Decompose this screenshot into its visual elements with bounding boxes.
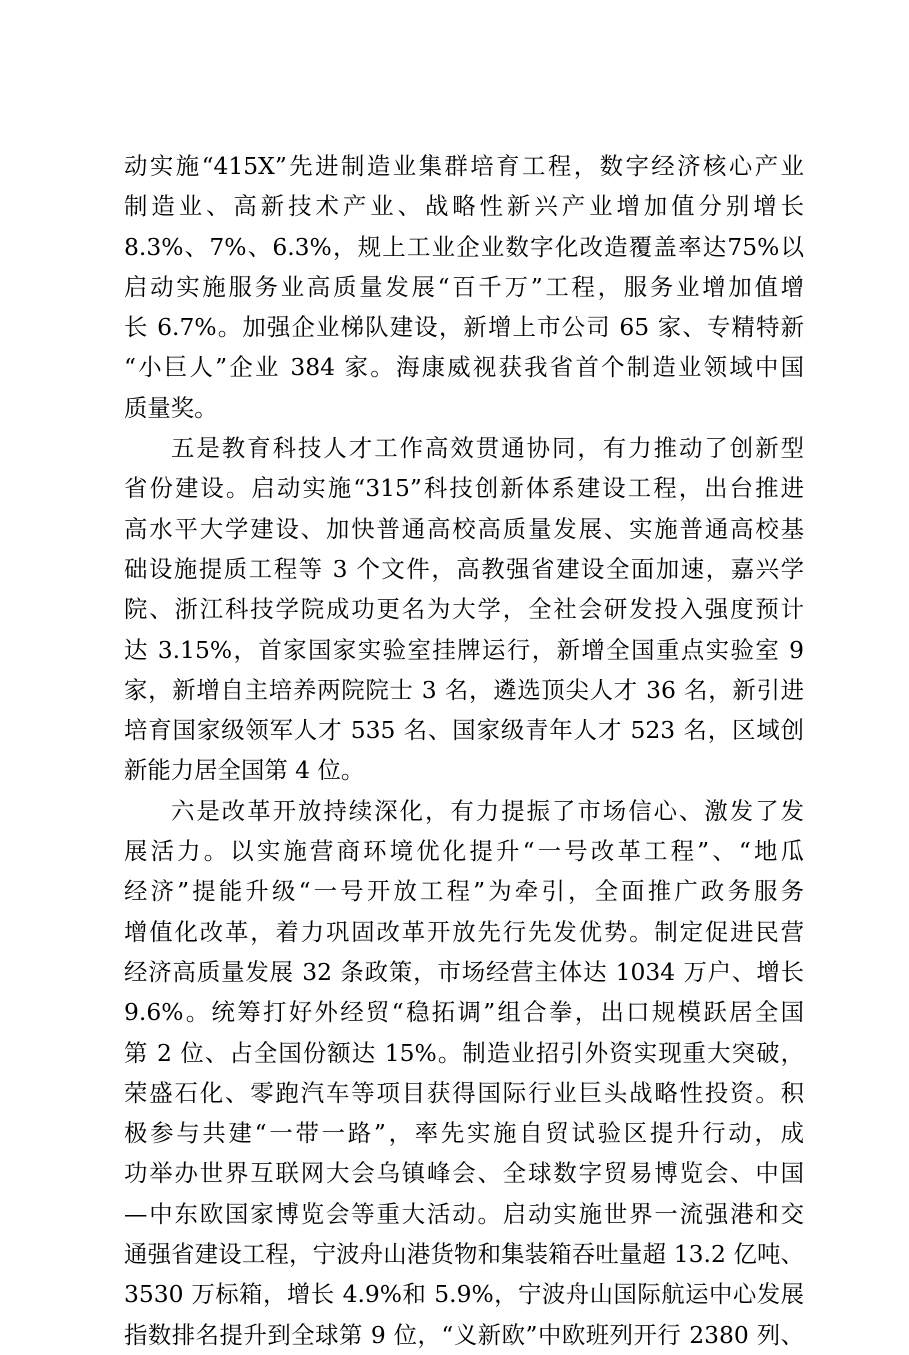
text-line: 新能力居全国第 4 位。 — [124, 756, 365, 785]
text-line: 功举办世界互联网大会乌镇峰会、全球数字贸易博览会、中国 — [124, 1159, 804, 1188]
text-line: 经济高质量发展 32 条政策，市场经营主体达 1034 万户、增长 — [124, 957, 804, 986]
text-line: 培育国家级领军人才 535 名、国家级青年人才 523 名，区域创 — [124, 716, 804, 745]
text-line: 家，新增自主培养两院院士 3 名，遴选顶尖人才 36 名，新引进 — [124, 675, 804, 704]
text-line: 增值化改革，着力巩固改革开放先行先发优势。制定促进民营 — [124, 917, 804, 946]
text-line: 展活力。以实施营商环境优化提升“一号改革工程”、“地瓜 — [124, 837, 804, 866]
paragraph-first-line: 五是教育科技人才工作高效贯通协同，有力推动了创新型 — [171, 434, 804, 463]
text-line: 高水平大学建设、加快普通高校高质量发展、实施普通高校基 — [124, 514, 804, 543]
text-line: 通强省建设工程，宁波舟山港货物和集装箱吞吐量超 13.2 亿吨、 — [124, 1240, 804, 1269]
text-line: 第 2 位、占全国份额达 15%。制造业招引外资实现重大突破， — [124, 1038, 804, 1067]
text-line: 9.6%。统筹打好外经贸“稳拓调”组合拳，出口规模跃居全国 — [124, 998, 804, 1027]
text-line: 极参与共建“一带一路”，率先实施自贸试验区提升行动，成 — [124, 1119, 804, 1148]
text-line: 指数排名提升到全球第 9 位，“义新欧”中欧班列开行 2380 列、 — [124, 1320, 804, 1349]
text-line: “小巨人”企业 384 家。海康威视获我省首个制造业领域中国 — [124, 353, 804, 382]
body-text — [124, 146, 804, 1355]
text-line: 达 3.15%，首家国家实验室挂牌运行，新增全国重点实验室 9 — [124, 635, 804, 664]
text-line: 8.3%、7%、6.3%，规上工业企业数字化改造覆盖率达75%以 — [124, 232, 804, 261]
text-line: —中东欧国家博览会等重大活动。启动实施世界一流强港和交 — [124, 1199, 804, 1228]
text-line: 础设施提质工程等 3 个文件，高教强省建设全面加速，嘉兴学 — [124, 554, 804, 583]
text-line: 省份建设。启动实施“315”科技创新体系建设工程，出台推进 — [124, 474, 804, 503]
text-line: 制造业、高新技术产业、战略性新兴产业增加值分别增长 — [124, 192, 804, 221]
text-line: 动实施“415X”先进制造业集群培育工程，数字经济核心产业 — [124, 152, 804, 180]
text-line: 院、浙江科技学院成功更名为大学，全社会研发投入强度预计 — [124, 595, 804, 624]
text-line: 质量奖。 — [124, 393, 218, 422]
text-line: 启动实施服务业高质量发展“百千万”工程，服务业增加值增 — [124, 272, 804, 301]
text-line: 3530 万标箱，增长 4.9%和 5.9%，宁波舟山国际航运中心发展 — [124, 1280, 804, 1309]
text-line: 经济”提能升级“一号开放工程”为牵引，全面推广政务服务 — [124, 877, 804, 906]
text-line: 荣盛石化、零跑汽车等项目获得国际行业巨头战略性投资。积 — [124, 1078, 804, 1107]
paragraph-first-line: 六是改革开放持续深化，有力提振了市场信心、激发了发 — [171, 796, 804, 825]
text-line: 长 6.7%。加强企业梯队建设，新增上市公司 65 家、专精特新 — [124, 313, 804, 342]
